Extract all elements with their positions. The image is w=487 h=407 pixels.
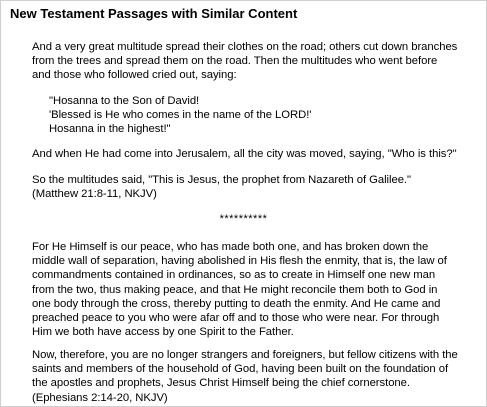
text-line: Him we both have access by one Spirit to the Father. [32,326,294,339]
text-line: preached peace to you who were afar off and to those who were near. For through [32,311,440,324]
text-line: from the trees and spread them on the road. Then the multitudes who went before [32,55,438,68]
text-line: For He Himself is our peace, who has made both one, and has broken down the [32,241,429,253]
citation-matthew: (Matthew 21:8-11, NKJV) [32,188,157,201]
text-line: the apostles and prophets, Jesus Christ Himself being the chief cornerstone. [32,377,410,390]
text-line: middle wall of separation, having abolished in His flesh the enmity, that is, the law of [32,255,447,268]
separator: ********** [219,213,268,225]
text-line: saints and members of the household of God, having been built on the foundation of [32,363,449,376]
text-line: from the two, thus making peace, and that He might reconcile them both to God in [32,283,438,296]
text-line: and those who followed cried out, saying: [32,69,237,82]
quote-line: Hosanna in the highest!" [49,123,171,136]
text-line: commandments contained in ordinances, so as to create in Himself one new man [32,269,436,282]
ephesians-paragraph-1 [32,240,484,339]
text-line: And when He had come into Jerusalem, all the city was moved, saying, "Who is this?" [32,148,457,160]
page-title: New Testament Passages with Similar Content [10,6,298,21]
quote-line: "Hosanna to the Son of David! [49,95,200,107]
text-line: one body through the cross, thereby putting to death the enmity. And He came and [32,297,441,310]
text-line: And a very great multitude spread their clothes on the road; others cut down branches [32,41,458,53]
quote-line: 'Blessed is He who comes in the name of the LORD!' [49,109,312,122]
text-line: Now, therefore, you are no longer strangers and foreigners, but fellow citizens with the [32,349,458,361]
citation-ephesians: (Ephesians 2:14-20, NKJV) [32,391,168,404]
matthew-paragraph-3 [32,173,484,201]
text-line: So the multitudes said, "This is Jesus, the prophet from Nazareth of Galilee." [32,174,411,186]
hosanna-quote [32,94,487,137]
matthew-paragraph-2 [32,147,484,161]
ephesians-paragraph-2 [32,348,484,405]
matthew-paragraph-1 [32,40,484,83]
